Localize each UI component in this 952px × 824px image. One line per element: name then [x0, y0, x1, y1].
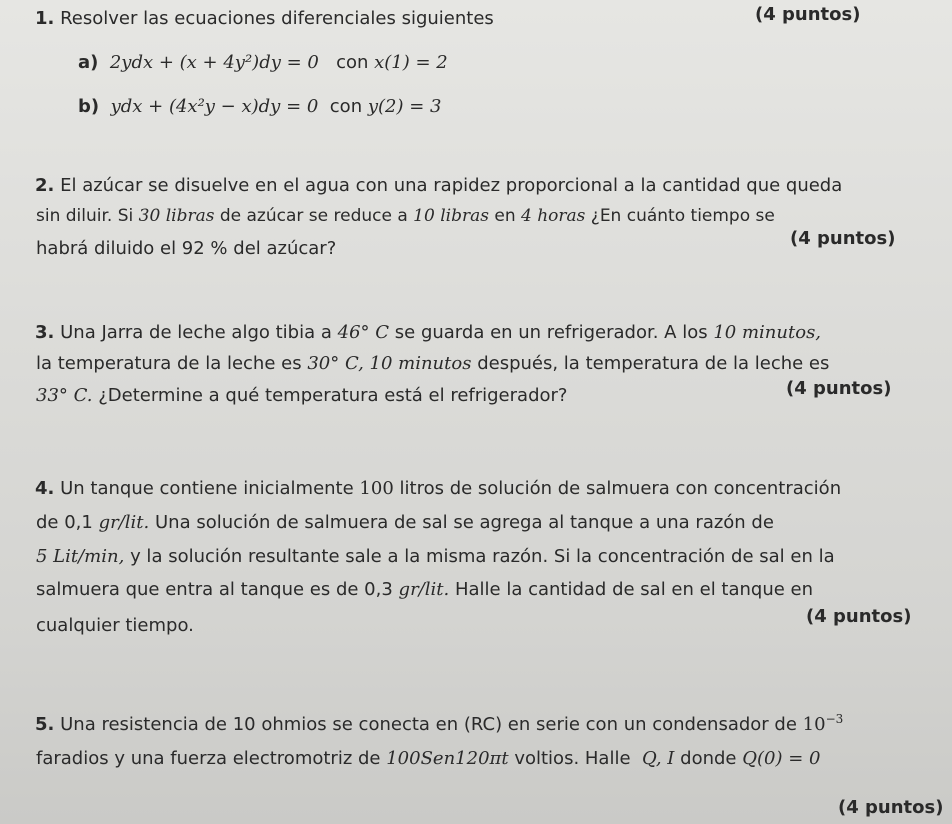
q2-text-2c: de azúcar se reduce a [219, 206, 408, 226]
q4-text-4a: salmuera que entra al tanque es de 0,3 [36, 579, 393, 600]
q1-a-equation: 2ydx + (x + 4y²)dy = 0 [109, 52, 319, 73]
q2-text-1: El azúcar se disuelve en el agua con una rapidez proporcional a la cantidad que queda [60, 175, 843, 196]
q2-text-3: habrá diluido el 92 % del azúcar? [36, 238, 337, 259]
q3-points: (4 puntos) [786, 378, 892, 399]
q1-a-con: con [336, 52, 369, 73]
q2-text-2e: en [494, 206, 516, 226]
q5-text-2a: faradios y una fuerza electromotriz de [36, 748, 381, 769]
q3-number: 3. [35, 322, 55, 343]
q1-a-label: a) [78, 52, 99, 73]
q3-line-3 [36, 385, 567, 406]
q2-line-2 [36, 206, 775, 226]
q1-b-condition: y(2) = 3 [367, 96, 442, 117]
q5-text-2c: voltios. Halle [514, 748, 631, 769]
q4-num-100: 100 [359, 478, 394, 499]
q3-math-46c: 46° C [337, 322, 390, 343]
q5-math-qi: Q, I [641, 748, 675, 769]
q2-text-2g: ¿En cuánto tiempo se [590, 206, 775, 226]
q3-text-1c: se guarda en un refrigerador. A los [394, 322, 708, 343]
q2-points: (4 puntos) [790, 228, 896, 249]
q2-math-10lb: 10 libras [413, 206, 489, 226]
q1-b-label: b) [78, 96, 100, 117]
q3-text-2a: la temperatura de la leche es [36, 353, 302, 374]
q4-text-3b: y la solución resultante sale a la misma razón. Si la concentración de sal en la [130, 546, 835, 567]
q3-math-30c: 30° C, 10 minutos [307, 353, 472, 374]
q4-line-2 [36, 512, 774, 533]
q4-math-grlit: gr/lit. [98, 512, 150, 533]
q1-b-equation: ydx + (4x²y − x)dy = 0 [110, 96, 319, 117]
q3-text-3b: ¿Determine a qué temperatura está el refrigerador? [98, 385, 568, 406]
q1-number: 1. [35, 8, 55, 29]
q4-line-4 [36, 579, 813, 600]
q4-text-1a: Un tanque contiene inicialmente [60, 478, 354, 499]
q2-line-1 [35, 175, 842, 196]
q5-math-q0: Q(0) = 0 [742, 748, 821, 769]
q3-line-2 [36, 353, 829, 374]
q5-number: 5. [35, 714, 55, 735]
q4-points: (4 puntos) [806, 606, 912, 627]
q3-text-1a: Una Jarra de leche algo tibia a [60, 322, 332, 343]
q4-line-5 [36, 615, 194, 636]
q5-cap-base: 10 [802, 714, 826, 735]
q4-text-1c: litros de solución de salmuera con concentración [399, 478, 842, 499]
q2-number: 2. [35, 175, 55, 196]
q2-text-2a: sin diluir. Si [36, 206, 134, 226]
q4-line-3 [36, 546, 835, 567]
q5-line-1 [35, 712, 843, 735]
q1-part-b [78, 96, 442, 117]
q1-b-con: con [329, 96, 363, 117]
q5-text-2e: donde [680, 748, 737, 769]
q5-capacitance [803, 714, 844, 735]
q5-math-emf: 100Sen120πt [386, 748, 509, 769]
q2-line-3 [36, 238, 336, 259]
q5-points: (4 puntos) [838, 797, 944, 818]
q5-line-2 [36, 748, 820, 769]
q4-number: 4. [35, 478, 55, 499]
q3-math-10min: 10 minutos, [713, 322, 822, 343]
q3-math-33c: 33° C. [36, 385, 93, 406]
q2-math-30lb: 30 libras [138, 206, 215, 226]
q1-statement [35, 8, 494, 29]
q1-points: (4 puntos) [755, 4, 861, 25]
q2-math-4h: 4 horas [521, 206, 586, 226]
q3-text-2c: después, la temperatura de la leche es [477, 353, 830, 374]
q3-line-1 [35, 322, 821, 343]
q4-text-2a: de 0,1 [36, 512, 93, 533]
q5-cap-exponent: −3 [825, 712, 844, 726]
q1-a-condition: x(1) = 2 [374, 52, 448, 73]
q4-math-grlit-2: gr/lit. [398, 579, 450, 600]
q4-line-1 [35, 478, 841, 499]
q1-text: Resolver las ecuaciones diferenciales siguientes [60, 8, 494, 29]
q5-text-1: Una resistencia de 10 ohmios se conecta en (RC) en serie con un condensador de [60, 714, 797, 735]
q1-part-a [78, 52, 448, 73]
q4-text-4c: Halle la cantidad de sal en el tanque en [454, 579, 814, 600]
q4-text-5: cualquier tiempo. [36, 615, 194, 636]
q4-text-2c: Una solución de salmuera de sal se agrega al tanque a una razón de [155, 512, 774, 533]
q4-math-rate: 5 Lit/min, [36, 546, 125, 567]
